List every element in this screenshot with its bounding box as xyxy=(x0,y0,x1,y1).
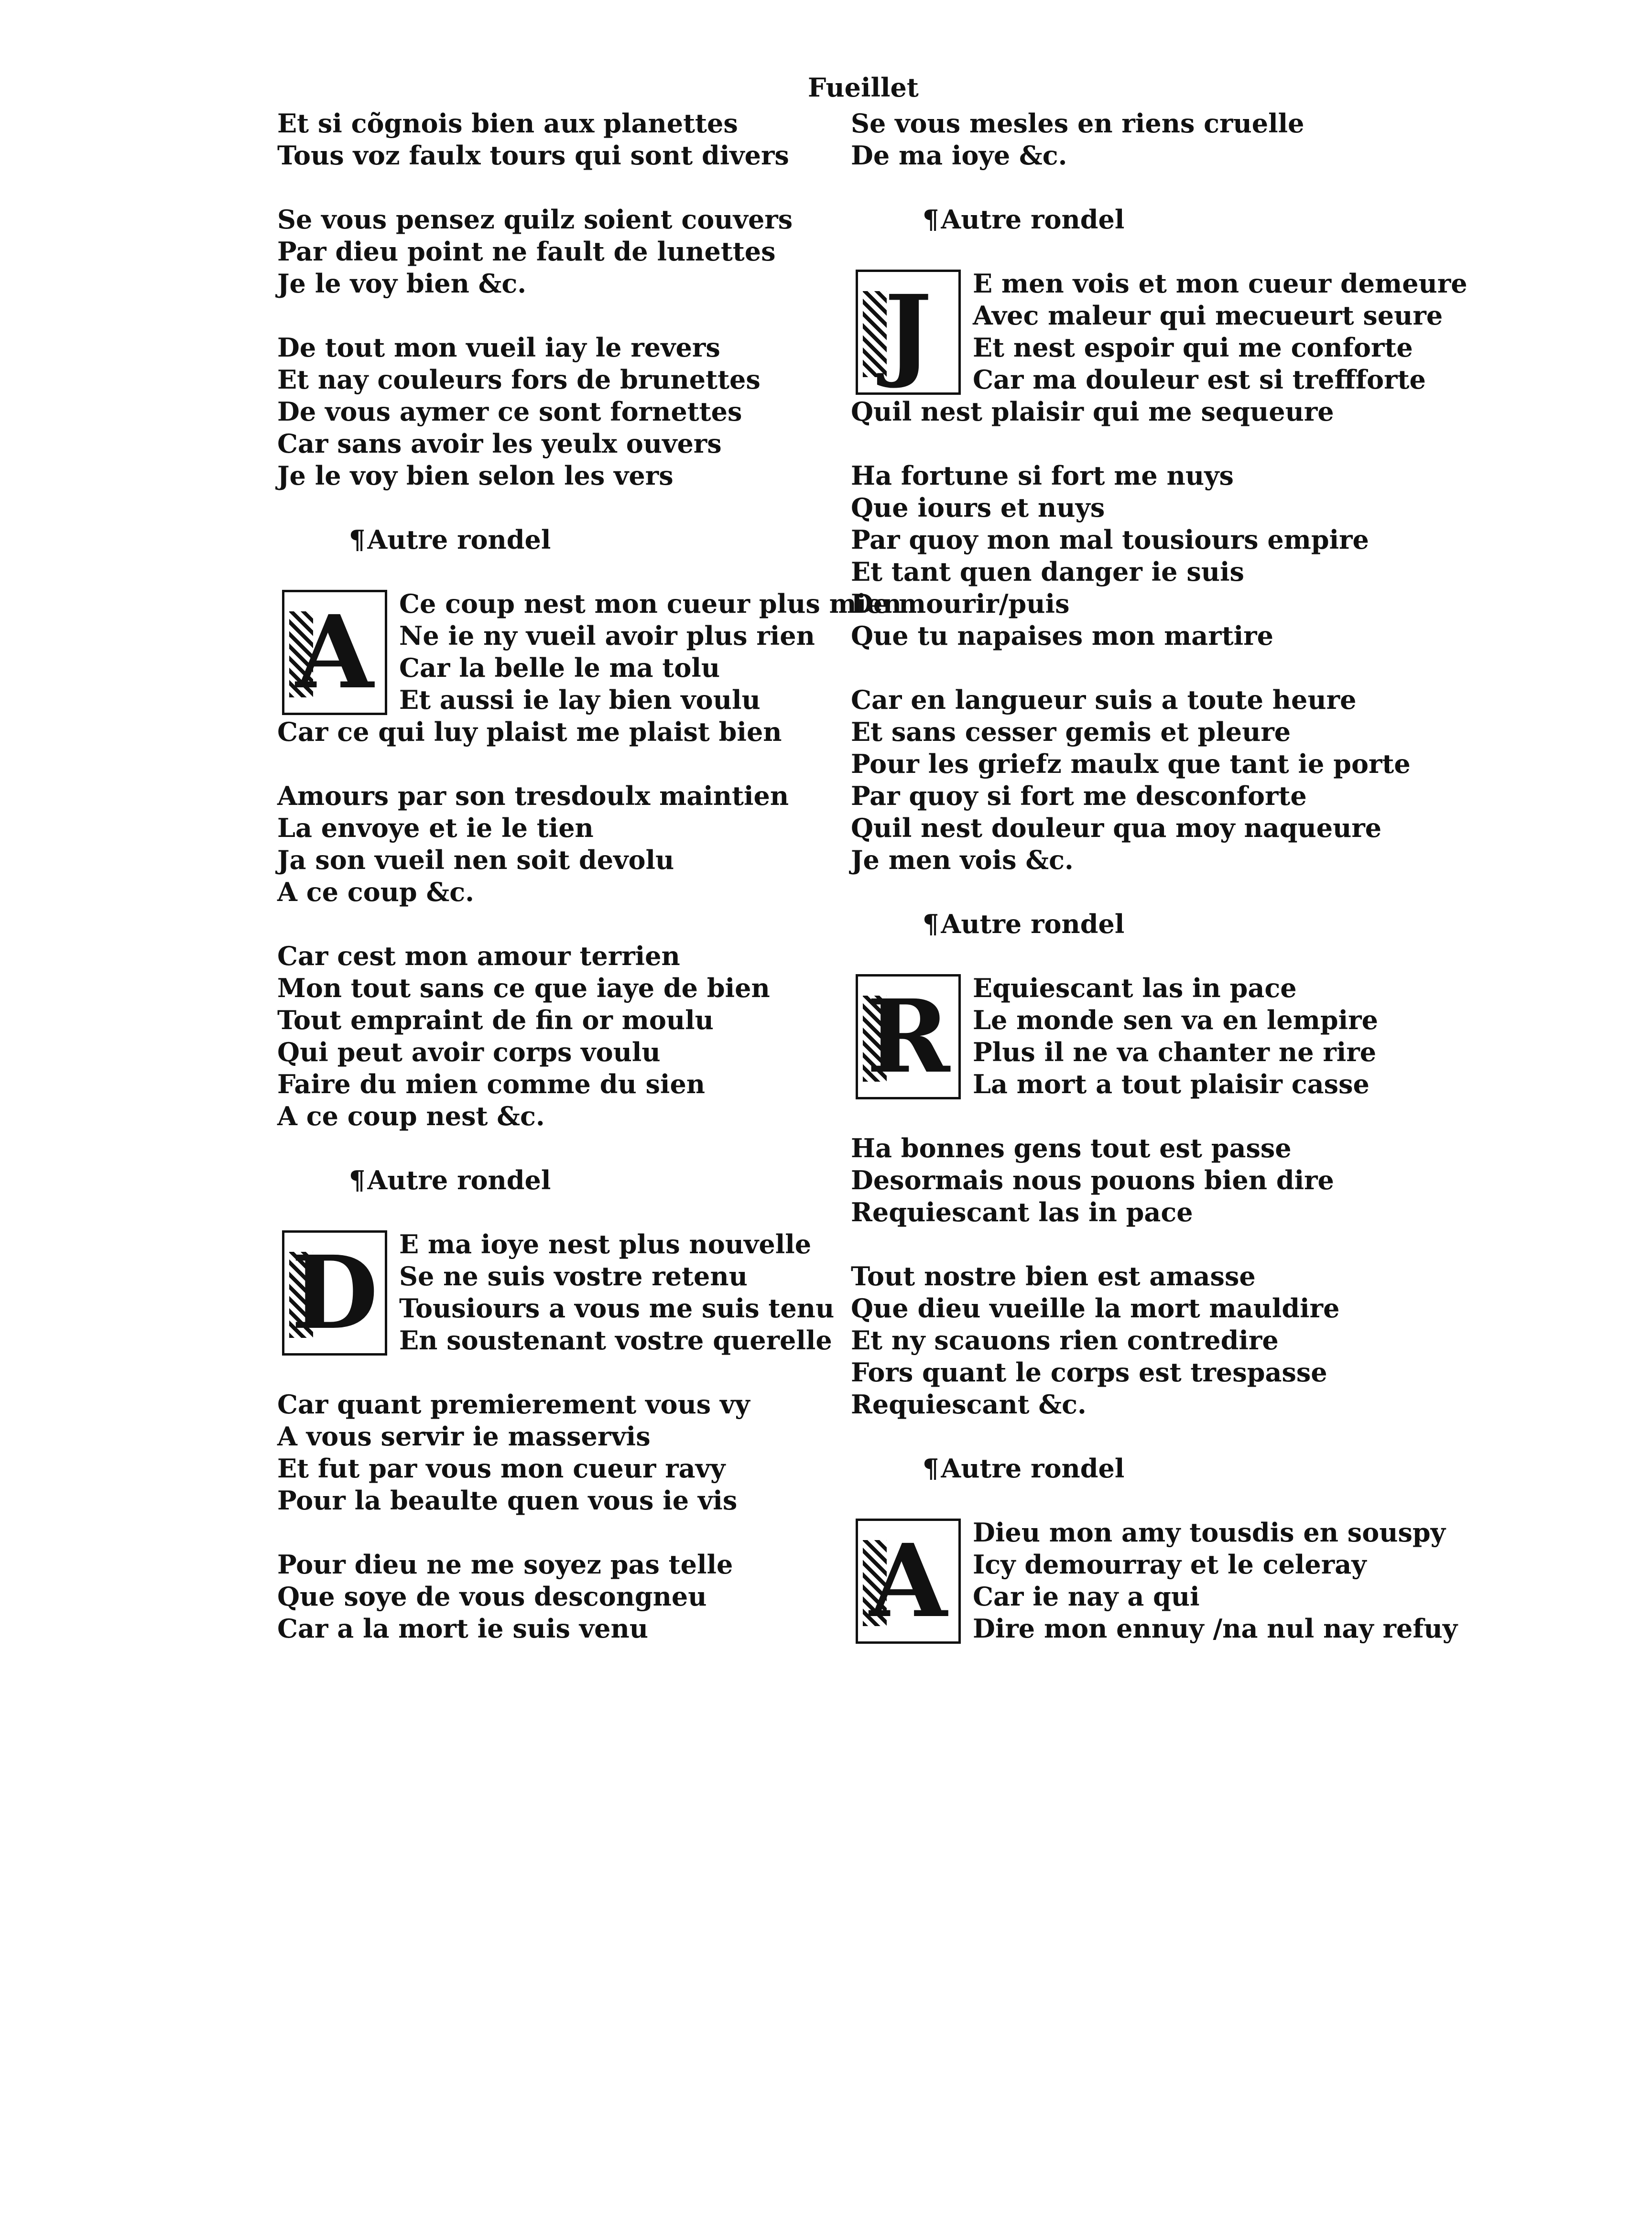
verse-line: Car la belle le ma tolu xyxy=(399,652,720,683)
rondel-heading-text: Autre rondel xyxy=(367,1165,551,1195)
verse-line: Que soye de vous descongneu xyxy=(277,1581,707,1612)
stanza-gap xyxy=(851,652,1391,684)
verse-line: Et ny scauons rien contredire xyxy=(851,1325,1279,1356)
decorated-initial xyxy=(282,1230,387,1356)
stanza-gap xyxy=(851,876,1391,908)
initial-stanza xyxy=(277,1228,835,1357)
verse-line: E ma ioye nest plus nouvelle xyxy=(399,1229,812,1259)
verse-line: Car cest mon amour terrien xyxy=(277,941,680,971)
initial-stanza xyxy=(851,1517,1458,1645)
verse-line: Se vous mesles en riens cruelle xyxy=(851,108,1304,139)
rondel-heading xyxy=(851,204,1391,236)
initial-letter: A xyxy=(869,1522,947,1640)
verse-line: Pour la beaulte quen vous ie vis xyxy=(277,1485,738,1516)
verse-line: Quil nest plaisir qui me sequeure xyxy=(851,396,1334,427)
stanza-gap xyxy=(851,1100,1391,1132)
verse-line: Et aussi ie lay bien voulu xyxy=(399,684,761,715)
left-column xyxy=(277,108,902,1645)
verse-line: Car ce qui luy plaist me plaist bien xyxy=(277,716,782,747)
pilcrow-icon: ¶ xyxy=(923,1453,939,1484)
stanza-gap xyxy=(851,172,1391,204)
decorated-initial xyxy=(282,590,387,715)
verse-line: Car ma douleur est si treffforte xyxy=(973,364,1426,395)
verse-line: A ce coup &c. xyxy=(277,877,474,907)
rondel-heading xyxy=(851,1453,1391,1485)
verse-line: Je le voy bien selon les vers xyxy=(277,460,674,491)
verse-line: Se ne suis vostre retenu xyxy=(399,1261,748,1292)
verse-line: Ha bonnes gens tout est passe xyxy=(851,1133,1292,1163)
right-column xyxy=(851,108,1467,1645)
verse-line: Je men vois &c. xyxy=(851,845,1074,875)
verse-line: Par quoy si fort me desconforte xyxy=(851,781,1307,811)
pilcrow-icon: ¶ xyxy=(923,909,939,939)
verse-line: A ce coup nest &c. xyxy=(277,1101,545,1131)
verse-line: Tousiours a vous me suis tenu xyxy=(399,1293,835,1324)
verse-line: Pour dieu ne me soyez pas telle xyxy=(277,1549,733,1580)
verse-line: Ha fortune si fort me nuys xyxy=(851,460,1234,491)
verse-line: Requiescant &c. xyxy=(851,1389,1087,1420)
verse-line: De mourir/puis xyxy=(851,588,1070,619)
verse-line: Desormais nous pouons bien dire xyxy=(851,1165,1334,1195)
initial-stanza xyxy=(851,268,1467,396)
verse-line: Faire du mien comme du sien xyxy=(277,1069,706,1099)
initial-stanza xyxy=(851,972,1391,1100)
stanza-gap xyxy=(851,1421,1391,1453)
stanza-gap xyxy=(851,1485,1391,1517)
verse-line: Plus il ne va chanter ne rire xyxy=(973,1037,1377,1067)
rondel-heading-text: Autre rondel xyxy=(941,909,1125,939)
verse-line: Et nay couleurs fors de brunettes xyxy=(277,364,761,395)
verse-line: Car quant premierement vous vy xyxy=(277,1389,750,1420)
verse-line: Je le voy bien &c. xyxy=(277,268,527,299)
pilcrow-icon: ¶ xyxy=(349,1165,366,1195)
verse-line: E men vois et mon cueur demeure xyxy=(973,268,1467,299)
rondel-heading-text: Autre rondel xyxy=(941,1453,1125,1484)
verse-line: Et sans cesser gemis et pleure xyxy=(851,716,1291,747)
verse-line: Qui peut avoir corps voulu xyxy=(277,1037,661,1067)
verse-line: Que tu napaises mon martire xyxy=(851,620,1273,651)
rondel-heading-text: Autre rondel xyxy=(941,204,1125,235)
verse-line: Amours par son tresdoulx maintien xyxy=(277,781,789,811)
verse-line: Ja son vueil nen soit devolu xyxy=(277,845,674,875)
verse-line: Tout nostre bien est amasse xyxy=(851,1261,1256,1292)
rondel-heading xyxy=(851,908,1391,940)
verse-line: Dieu mon amy tousdis en souspy xyxy=(973,1517,1446,1548)
verse-line: Dire mon ennuy /na nul nay refuy xyxy=(973,1613,1458,1644)
rondel-heading xyxy=(277,524,817,556)
stanza-gap xyxy=(851,236,1391,268)
verse-line: De vous aymer ce sont fornettes xyxy=(277,396,742,427)
stanza-gap xyxy=(851,428,1391,460)
verse-line: Requiescant las in pace xyxy=(851,1197,1193,1227)
decorated-initial xyxy=(856,974,961,1099)
verse-line: Equiescant las in pace xyxy=(973,973,1297,1003)
verse-line: De ma ioye &c. xyxy=(851,140,1067,171)
folio-header: Fueillet xyxy=(808,72,919,103)
verse-line: Tout empraint de fin or moulu xyxy=(277,1005,714,1035)
verse-line: Que iours et nuys xyxy=(851,492,1105,523)
verse-line: Par dieu point ne fault de lunettes xyxy=(277,236,776,267)
verse-line: Car sans avoir les yeulx ouvers xyxy=(277,428,722,459)
verse-line: La envoye et ie le tien xyxy=(277,813,594,843)
pilcrow-icon: ¶ xyxy=(349,524,366,555)
stanza-gap xyxy=(277,1132,817,1164)
verse-line: La mort a tout plaisir casse xyxy=(973,1069,1369,1099)
verse-line: Et fut par vous mon cueur ravy xyxy=(277,1453,726,1484)
verse-line: En soustenant vostre querelle xyxy=(399,1325,832,1356)
verse-line: Ce coup nest mon cueur plus mien xyxy=(399,588,902,619)
verse-line: A vous servir ie masservis xyxy=(277,1421,651,1452)
verse-line: Avec maleur qui mecueurt seure xyxy=(973,300,1443,331)
stanza-gap xyxy=(277,1196,817,1228)
verse-line: Et tant quen danger ie suis xyxy=(851,556,1244,587)
verse-line: Pour les griefz maulx que tant ie porte xyxy=(851,749,1411,779)
verse-line: Et nest espoir qui me conforte xyxy=(973,332,1413,363)
verse-line: Car en langueur suis a toute heure xyxy=(851,684,1357,715)
verse-line: Et si cõgnois bien aux planettes xyxy=(277,108,738,139)
initial-letter: A xyxy=(295,593,374,711)
verse-line: Fors quant le corps est trespasse xyxy=(851,1357,1327,1388)
initial-letter: J xyxy=(884,273,932,391)
rondel-heading xyxy=(277,1164,817,1196)
stanza-gap xyxy=(277,556,817,588)
verse-line: Ne ie ny vueil avoir plus rien xyxy=(399,620,815,651)
verse-line: Quil nest douleur qua moy naqueure xyxy=(851,813,1382,843)
verse-line: De tout mon vueil iay le revers xyxy=(277,332,720,363)
stanza-gap xyxy=(851,940,1391,972)
verse-line: Icy demourray et le celeray xyxy=(973,1549,1367,1580)
verse-line: Mon tout sans ce que iaye de bien xyxy=(277,973,770,1003)
verse-line: Par quoy mon mal tousiours empire xyxy=(851,524,1369,555)
verse-line: Se vous pensez quilz soient couvers xyxy=(277,204,793,235)
stanza-gap xyxy=(277,908,817,940)
decorated-initial xyxy=(856,270,961,395)
verse-line: Le monde sen va en lempire xyxy=(973,1005,1378,1035)
initial-letter: R xyxy=(866,977,950,1096)
decorated-initial xyxy=(856,1519,961,1644)
stanza-gap xyxy=(277,300,817,332)
stanza-gap xyxy=(277,748,817,780)
verse-line: Que dieu vueille la mort mauldire xyxy=(851,1293,1340,1324)
initial-stanza xyxy=(277,588,902,716)
rondel-heading-text: Autre rondel xyxy=(367,524,551,555)
verse-line: Tous voz faulx tours qui sont divers xyxy=(277,140,789,171)
stanza-gap xyxy=(851,1228,1391,1260)
stanza-gap xyxy=(277,492,817,524)
stanza-gap xyxy=(277,1357,817,1389)
verse-line: Car ie nay a qui xyxy=(973,1581,1200,1612)
stanza-gap xyxy=(277,1517,817,1549)
pilcrow-icon: ¶ xyxy=(923,204,939,235)
verse-line: Car a la mort ie suis venu xyxy=(277,1613,648,1644)
initial-letter: D xyxy=(291,1234,379,1352)
stanza-gap xyxy=(277,172,817,204)
initial-ornament xyxy=(863,291,887,377)
